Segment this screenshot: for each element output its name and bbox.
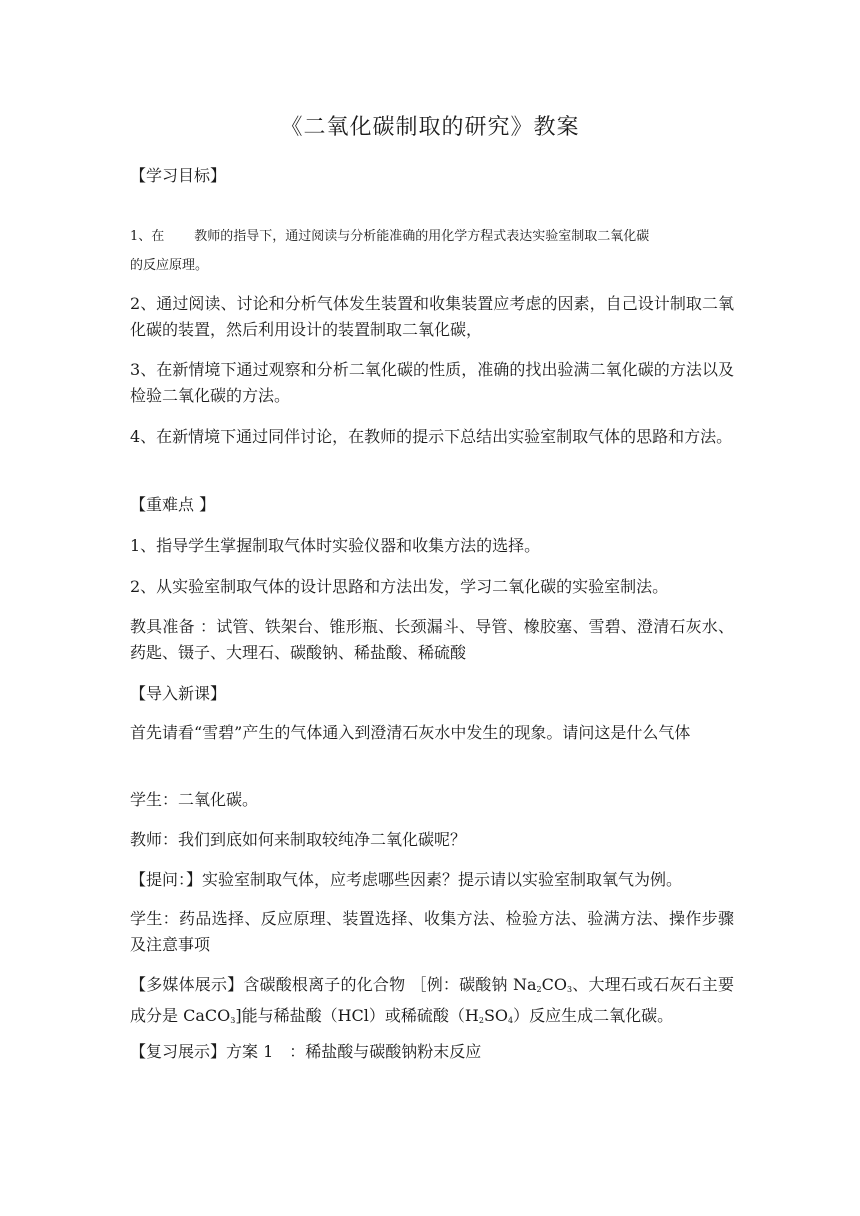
heading-intro: 【导入新课】	[130, 684, 227, 703]
goal-1-continuation: 的反应原理。	[130, 258, 209, 273]
student-answer-1: 学生：二氧化碳。	[130, 790, 259, 809]
heading-key-points: 【重难点 】	[130, 495, 216, 514]
media-display: 【多媒体展示】含碳酸根离子的化合物 ［例：碳酸钠 $Na_2CO_3$、大理石或石灰石主要成分是 CaCO$_3$]能与稀盐酸（HCl）或稀硫酸$(H_2SO_4)$反应生成二氧化碳。	[130, 975, 734, 1025]
key-point-1: 1、指导学生掌握制取气体时实验仪器和收集方法的选择。	[130, 536, 541, 555]
goal-1-prefix: 1、在	[130, 229, 165, 244]
student-answer-2: 学生：药品选择、反应原理、装置选择、收集方法、检验方法、验满方法、操作步骤及注意事项	[130, 909, 734, 954]
goal-1-text: 教师的指导下，通过阅读与分析能准确的用化学方程式表达实验室制取二氧化碳	[194, 229, 650, 244]
question-prompt: 【提问：】实验室制取气体，应考虑哪些因素？提示请以实验室制取氧气为例。	[130, 870, 683, 889]
goal-3: 3、在新情境下通过观察和分析二氧化碳的性质，准确的找出验满二氧化碳的方法以及检验二氧化碳的方法。	[130, 360, 734, 405]
goal-1-line	[130, 222, 730, 252]
goal-4: 4、在新情境下通过同伴讨论，在教师的提示下总结出实验室制取气体的思路和方法。	[130, 427, 733, 446]
teacher-question-1: 教师：我们到底如何来制取较纯净二氧化碳呢？	[130, 830, 467, 849]
goal-2: 2、通过阅读、讨论和分析气体发生装置和收集装置应考虑的因素，自己设计制取二氧化碳的装置，然后利用设计的装置制取二氧化碳，	[130, 294, 734, 339]
materials: 教具准备 ：试管、铁架台、锥形瓶、长颈漏斗、导管、橡胶塞、雪碧、澄清石灰水、药匙、镊子、大理石、碳酸钠、稀盐酸、稀硫酸	[130, 617, 734, 662]
intro-paragraph: 首先请看“雪碧”产生的气体通入到澄清石灰水中发生的现象。请问这是什么气体	[130, 723, 691, 742]
review-display: 【复习展示】方案 1 ：稀盐酸与碳酸钠粉末反应	[130, 1042, 482, 1061]
key-point-2: 2、从实验室制取气体的设计思路和方法出发，学习二氧化碳的实验室制法。	[130, 577, 669, 596]
page-title: 《二氧化碳制取的研究》教案	[280, 115, 580, 140]
heading-learning-goals: 【学习目标】	[130, 166, 227, 185]
